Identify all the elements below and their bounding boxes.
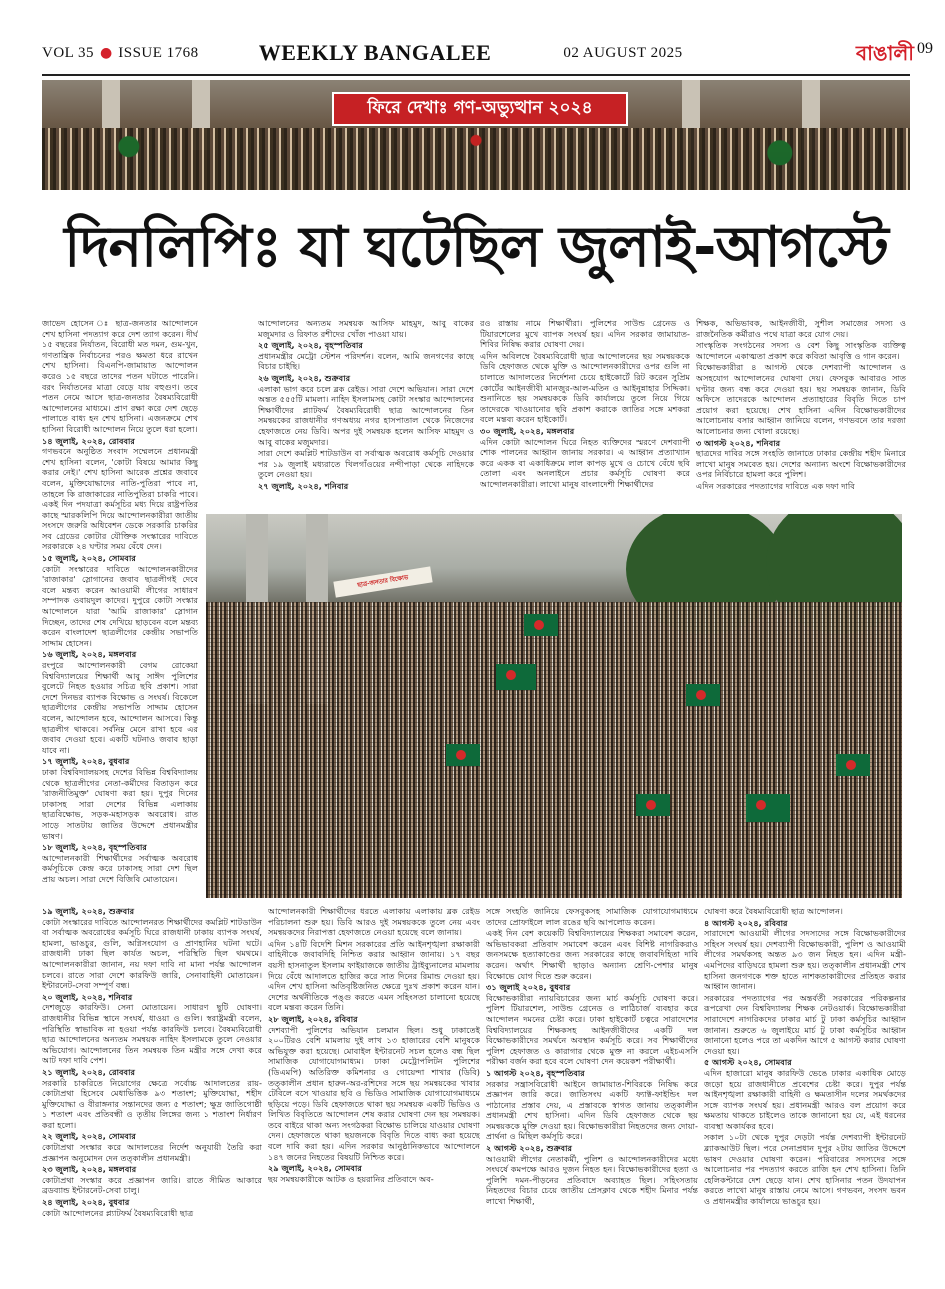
article-column-2 <box>258 318 474 512</box>
article-paragraph <box>42 906 262 991</box>
article-paragraph <box>42 992 262 1066</box>
date-heading: ২৯ জুলাই, ২০২৪, সোমবার <box>268 1163 362 1174</box>
paragraph-text: সারা দেশে কমপ্লিট শাটডাউন বা সর্বাত্মক অবরোধ কর্মসূচি দেওয়ার পর ১৯ জুলাই মধ্যরাতে খিলগাঁওয়ের নন্দীপাড়া থেকে নাহিদকে তুলে নেওয়া হয়। <box>258 448 474 480</box>
headline: দিনলিপিঃ যা ঘটেছিল জুলাই-আগস্টে <box>64 215 888 280</box>
bangladesh-flag-icon <box>686 684 720 706</box>
article-paragraph <box>258 318 474 339</box>
date-heading: ২৭ জুলাই, ২০২৪, শনিবার <box>258 480 349 491</box>
paragraph-text: কোটা আন্দোলনের প্ল্যাটফর্ম বৈষম্যবিরোধী ছাত্র <box>42 1207 194 1218</box>
article-paragraph <box>696 318 906 339</box>
paragraph-text: ঢাকা বিশ্ববিদ্যালয়সহ দেশের বিভিন্ন বিশ্ববিদ্যালয় থেকে ছাত্রলীগের নেতা-কর্মীদের বিতাড়ন করে 'রাজনীতিমুক্ত' ঘোষণা করা হয়। দুপুর দিনের ঢাকাসহ সারা দেশের বিভিন্ন এলাকায় ছাত্রবিক্ষোভ, সড়ক-মহাসড়ক অবরোধ। রাত সাড়ে সাতটায় জাতির উদ্দেশে প্রধানমন্ত্রীর ভাষণ। <box>42 766 198 841</box>
paragraph-text: এদিন অবিলম্বে বৈষম্যবিরোধী ছাত্র আন্দোলনের ছয় সমন্বয়ককে ডিবি হেফাজত থেকে মুক্তি ও আন্দোলনকারীদের ওপর গুলি না চালাতে আদালতের নির্দেশনা চেয়ে হাইকোর্টে রিট করেন সুপ্রিম কোর্টের আইনজীবী মানজুর-আল-মতিন ও আইনুন্নাহার সিদ্দিকা। শুনানিতে ছয় সমন্বয়ককে ডিবি কার্যালয়ে তুলে নিয়ে গিয়ে তাদেরকে খাওয়ানোর ছবি প্রকাশ করাকে জাতির সঙ্গে মশকরা বলে মন্তব্য করেন হাইকোর্ট। <box>480 350 690 425</box>
paragraph-text: কোটাপ্রথা সংস্কার করে প্রজ্ঞাপন জারি। রাতে সীমিত আকারে ব্রডব্যান্ড ইন্টারনেট-সেবা চালু। <box>42 1174 262 1196</box>
article-paragraph <box>704 918 906 992</box>
bangladesh-flag-icon <box>524 614 558 636</box>
article-paragraph <box>480 318 690 350</box>
article-paragraph <box>42 553 198 648</box>
paragraph-text: গণভবনে অনুষ্ঠিত সংবাদ সম্মেলনে প্রধানমন্ত্রী শেখ হাসিনা বলেন, 'কোটা বিষয়ে আমার কিছু করার নেই।' শেখ হাসিনা আরেক প্রশ্নের জবাবে বলেন, মুক্তিযোদ্ধাদের নাতি-পুতিরা পাবে না, তাহলে কি রাজাকারের নাতিপুতিরা চাকরি পাবে। একই দিন পদযাত্রা কর্মসূচির মধ্য দিয়ে রাষ্ট্রপতির কাছে স্মারকলিপি দিয়ে আন্দোলনকারীরা জাতীয় সংসদে জরুরি অধিবেশন ডেকে সরকারি চাকরির সব গ্রেডের কোটার যৌক্তিক সংস্কারের দাবিতে সরকারকে ২৪ ঘণ্টার সময় বেঁধে দেন। <box>42 446 198 552</box>
date-heading: ২৫ জুলাই, ২০২৪, বৃহস্পতিবার <box>258 340 363 351</box>
article-paragraph <box>258 448 474 480</box>
date-heading: ১৪ জুলাই, ২০২৪, রোববার <box>42 435 135 446</box>
article-paragraph <box>696 362 906 436</box>
hero-photo <box>42 80 910 190</box>
paragraph-text: সরকারি চাকরিতে নিয়োগের ক্ষেত্রে সর্বোচ্চ আদালতের রায়-কোটাপ্রথা হিসেবে মেধাভিত্তিক ৯৩ শতাংশ; মুক্তিযোদ্ধা, শহীদ মুক্তিযোদ্ধা ও বীরাঙ্গনার সন্তানদের জন্য ৫ শতাংশ; ক্ষুদ্র জাতিগোষ্ঠী ১ শতাংশ এবং প্রতিবন্ধী ও তৃতীয় লিঙ্গের জন্য ১ শতাংশ নির্ধারণ করা হলো। <box>42 1077 262 1130</box>
paragraph-text: এদিন ১৪টি বিদেশি মিশন সরকারের প্রতি আইনশৃঙ্খলা রক্ষাকারী বাহিনীকে জবাবদিহি নিশ্চিত করার আহ্বান জানায়। ১৭ বছর বয়সী হাসনাতুল ইসলাম ফাইয়াজকে জাতীয় ট্রাইব্যুনালের মামলায় দিয়ে বেঁধে আদালতে হাজির করে সাত দিনের রিমান্ড দেওয়া হয়। এদিন শেখ হাসিনা অতিবৃষ্টিজনিত ক্ষেত্রে দুঃখ প্রকাশ করেন যান। দেশের অর্থনীতিকে পঙ্গু করতে এমন সহিংসতা চালানো হয়েছে বলে মন্তব্য করেন তিনি। <box>268 938 480 1013</box>
paragraph-text: রংপুরে আন্দোলনকারী বেগম রোকেয়া বিশ্ববিদ্যালয়ের শিক্ষার্থী আবু সাঈদ পুলিশের বুলেটে নিহত হওয়ার সচিত্র ছবি প্রকাশ। সারা দেশে দিনভর ব্যাপক বিক্ষোভ ও সংঘর্ষ। বিকেলে ছাত্রলীগের কেন্দ্রীয় সভাপতি সাদ্দাম হোসেন বলেন, আন্দোলন হবে, আন্দোলন আসবে। কিন্তু ছাত্রলীগ থাকবে। সর্বনিম্ন মেনে রাখা হবে এর জবাব দেওয়া হবে। একটি ঘটনাও জবাব ছাড়া যাবে না। <box>42 660 198 755</box>
paragraph-text: দেশজুড়ে কারফিউ। সেনা মোতায়েন। সাধারণ ছুটি ঘোষণা। রাজধানীর বিভিন্ন স্থানে সংঘর্ষ, ধাওয়া ও গুলি। স্বরাষ্ট্রমন্ত্রী বলেন, পরিস্থিতি স্বাভাবিক না হওয়া পর্যন্ত কারফিউ চলবে। বৈষম্যবিরোধী ছাত্র আন্দোলনের অন্যতম সমন্বয়ক নাহিদ ইসলামকে তুলে নেওয়ার অভিযোগ। আন্দোলনের তিন সমন্বয়ক তিন মন্ত্রীর সঙ্গে দেখা করে আট দফা দাবি পেশ। <box>42 1002 262 1066</box>
date-heading: ১ আগস্ট ২০২৪, বৃহস্পতিবার <box>486 1067 585 1078</box>
paragraph-text: আন্দোলনকারী শিক্ষার্থীদের ধরতে এলাকায় এলাকায় ব্লক রেইড পরিচালনা শুরু হয়। ডিবি আরও দুই সমন্বয়ককে তুলে নেয় এবং সমন্বয়কদের নিরাপত্তা হেফাজতে নেওয়া হয়েছে বলে জানায়। <box>268 906 480 938</box>
article-paragraph <box>42 436 198 553</box>
crowd-shading <box>206 602 902 898</box>
bangladesh-flag-icon <box>636 794 670 816</box>
date-heading: ৩ আগস্ট ২০২৪, শনিবার <box>696 437 781 448</box>
paragraph-text: কোটা সংস্কারের দাবিতে আন্দোলনকারীদের 'রাজাকার' স্লোগানের জবাব ছাত্রলীগই দেবে বলে মন্তব্য করেন আওয়ামী লীগের সাধারণ সম্পাদক ওবায়দুল কাদের। দুপুরে কোটা সংস্কার আন্দোলনে যারা 'আমি রাজাকার' স্লোগান দিচ্ছেন, তাদের শেষ দেখিয়ে ছাড়বেন বলে মন্তব্য করেন বাংলাদেশ ছাত্রলীগের কেন্দ্রীয় সভাপতি সাদ্দাম হোসেন। <box>42 563 198 648</box>
date-heading: ২০ জুলাই, ২০২৪, শনিবার <box>42 991 133 1002</box>
article-paragraph <box>268 939 480 1013</box>
paragraph-text: এলাকা ভাগ করে চলে ব্লক রেইড। সারা দেশে অভিযান। সারা দেশে অন্তত ৫৫৫টি মামলা। নাহিদ ইসলামসহ কোটা সংস্কার আন্দোলনের শিক্ষার্থীদের প্ল্যাটফর্ম বৈষম্যবিরোধী ছাত্র আন্দোলনের তিন সমন্বয়কের রাজধানীর গণঅধ্যয় নগর হাসপাতাল থেকে নিজেদের হেফাজতে নেয় ডিবি। অপর দুই সমন্বয়ক হলেন আসিফ মাহমুদ ও আবু বাকের মজুমদার। <box>258 383 474 447</box>
article-paragraph <box>42 1067 262 1131</box>
paragraph-text: একই দিন বেশ কয়েকটি বিশ্ববিদ্যালয়ের শিক্ষকরা সমাবেশ করেন, অভিভাবকরা প্রতিবাদ সমাবেশ করেন এবং বিশিষ্ট নাগরিকরাও জনসমক্ষে হত্যাকাণ্ডের জন্য সরকারের কাছে জবাবদিহিতা দাবি করেন। অর্থাৎ শিক্ষার্থী ছাড়াও অন্যান্য শ্রেণি-পেশার মানুষ বিক্ষোভে যোগ দিতে শুরু করেন। <box>486 928 698 981</box>
paragraph-text: জাভেদ হোসেন ঃ ছাত্র-জনতার আন্দোলনে শেখ হাসিনা পদত্যাগ করে দেশ ত্যাগ করেন। দীর্ঘ ১৫ বছরের নির্যাতন, বিরোধী মত দমন, গুম-খুন, গণতান্ত্রিক নির্বাচনের পরও ক্ষমতা ধরে রাখেন শেখ হাসিনা। বিএনপি-জামায়াত আন্দোলন করেও ১৫ বছরে তাদের পতন ঘটাতে পারেনি। বরং নির্যাতনের মাত্রা বেড়ে যায় বহুগুণ। তবে পতন নেমে আসে ছাত্র-জনতার বৈষম্যবিরোধী আন্দোলনের মাধ্যমে। প্রাণ রক্ষা করে দেশ ছেড়ে পালাতে বাধ্য হন শেখ হাসিনা। এজনক্রমে শেখ হাসিনা বিরোধী আন্দোলন নিয়ে তুলে ধরা হলো। <box>42 318 198 434</box>
issue-label: ISSUE 1768 <box>118 44 199 61</box>
paragraph-text: শিক্ষক, অভিভাবক, আইনজীবী, সুশীল সমাজের সদস্য ও রাজনৈতিক কর্মীরাও পথে যাত্রা করে যোগ দেয়। <box>696 318 906 339</box>
date-heading: ১৫ জুলাই, ২০২৪, সোমবার <box>42 553 136 564</box>
date-heading: ২ আগস্ট ২০২৪, শুক্রবার <box>486 1143 572 1154</box>
article-paragraph <box>704 993 906 1057</box>
paragraph-text: সারাদেশে আওয়ামী লীগের সদস্যদের সঙ্গে বিক্ষোভকারীদের সহিংস সংঘর্ষ হয়। দেশব্যাপী বিক্ষোভকারী, পুলিশ ও আওয়ামী লীগের সমর্থকসহ অন্তত ৯৩ জন নিহত হন। এদিন মন্ত্রী-এমপিদের বাড়িঘরে হামলা শুরু হয়। তত্কালীন প্রধানমন্ত্রী শেখ হাসিনা জনগণকে শক্ত হাতে নাশকতাকারীদের প্রতিহত করার আহ্বান জানান। <box>704 928 906 992</box>
article-paragraph <box>42 1164 262 1196</box>
masthead <box>42 34 915 72</box>
paragraph-text: সরকারের পদত্যাগের পর অন্তর্বর্তী সরকারের পরিকল্পনার রূপরেখা দেন বিশ্ববিদ্যালয় শিক্ষক নেটওয়ার্ক। বিক্ষোভকারীরা সারাদেশে নাগরিকদের ঢাকার মার্চ টু ঢাকা কর্মসূচির আহ্বান জানান। শুরুতে ৬ জুলাইয়ে মার্চ টু ঢাকা কর্মসূচির আহ্বান জানানো হলেও পরে তা একদিন আগে ৫ আগস্ট করার ঘোষণা দেওয়া হয়। <box>704 992 906 1056</box>
paragraph-text: বিক্ষোভকারীরা ৪ আগস্ট থেকে দেশব্যাপী আন্দোলন ও অসহযোগ আন্দোলনের ঘোষণা দেয়। ফেসবুক আবারও সাত ঘণ্টার জন্য বন্ধ করে দেওয়া হয়। ছয় সমন্বয়ক জানান, ডিবি অফিসে তাদেরকে আন্দোলন প্রত্যাহারের বিবৃতি দিতে চাপ প্রয়োগ করা হয়েছে। শেখ হাসিনা এদিন বিক্ষোভকারীদের আলোচনায় বসার আহ্বান জানিয়ে বলেন, গণভবনে তার দরজা আলোচনার জন্য খোলা রয়েছে। <box>696 362 906 436</box>
date-heading: ৩০ জুলাই, ২০২৪, মঙ্গলবার <box>480 425 575 436</box>
article-column-1 <box>42 318 198 902</box>
paragraph-text: সরকার সন্ত্রাসবিরোধী আইনে জামায়াত-শিবিরকে নিষিদ্ধ করে প্রজ্ঞাপন জারি করে। জাতিসংঘ একটি ফ্যাক্ট-ফাইন্ডিং দল পাঠানোর প্রস্তাব দেয়, এ প্রস্তাবকে স্বাগত জানায় তত্কালীন প্রধানমন্ত্রী শেখ হাসিনা। এদিন ডিবি হেফাজত থেকে ছয় সমন্বয়ককে মুক্তি দেওয়া হয়। বিক্ষোভকারীরা নিহতদের জন্য দোয়া-প্রার্থনা ও মিছিল কর্মসূচি করে। <box>486 1078 698 1142</box>
article-paragraph <box>42 318 198 435</box>
paragraph-text: প্রধানমন্ত্রীর মেট্রো স্টেশন পরিদর্শন। বলেন, আমি জনগণের কাছে বিচার চাইছি। <box>258 350 474 372</box>
article-paragraph <box>480 351 690 425</box>
hero-crowd <box>42 128 910 190</box>
article-paragraph <box>268 1014 480 1162</box>
protest-banner: ছাত্র-জনতার বিক্ষোভ <box>333 566 432 597</box>
bangladesh-flag-icon <box>746 794 790 822</box>
article-paragraph <box>486 1143 698 1207</box>
article-paragraph <box>258 373 474 447</box>
date-heading: ২২ জুলাই, ২০২৪, সোমবার <box>42 1131 136 1142</box>
paragraph-text: এদিন হাজারো মানুষ কারফিউ ভেঙে ঢাকার একাধিক মোড়ে জড়ো হয়ে রাজধানীতে প্রবেশের চেষ্টা করে। দুপুর পর্যন্ত আইনশৃঙ্খলা রক্ষাকারী বাহিনী ও ক্ষমতাসীন দলের সমর্থকদের সঙ্গে ব্যাপক সংঘর্ষ হয়। প্রধানমন্ত্রী আরও বল প্রয়োগ করে ক্ষমতায় থাকতে চাইলেও তাকে জানানো হয় যে, এই ধরনের ব্যবস্থা অকার্যকর হবে। <box>704 1067 906 1131</box>
paragraph-text: আন্দোলনকারী শিক্ষার্থীদের সর্বাত্মক অবরোধ কর্মসূচিকে কেন্দ্র করে ঢাকাসহ সারা দেশ ছিল প্রায় অচল। সারা দেশে বিজিবি মোতায়েন। <box>42 852 198 884</box>
paragraph-text: আন্দোলনের অন্যতম সমন্বয়ক আসিফ মাহমুদ, আবু বাকের মজুমদার ও রিফাত রশীদের খোঁজ পাওয়া যায়। <box>258 318 474 339</box>
date-heading: ৩১ জুলাই ২০২৪, বুধবার <box>486 982 571 993</box>
article-paragraph <box>704 1132 906 1206</box>
article-paragraph <box>486 928 698 981</box>
article-paragraph <box>268 906 480 938</box>
date-heading: ১৭ জুলাই, ২০২৪, বুধবার <box>42 756 130 767</box>
paragraph-text: কোটা সংস্কারের দাবিতে আন্দোলনরত শিক্ষার্থীদের কমপ্লিট শাটডাউন বা সর্বাত্মক অবরোধের কর্মসূচি ঘিরে রাজধানী ঢাকায় ব্যাপক সংঘর্ষ, হামলা, ভাঙচুর, গুলি, অগ্নিসংযোগ ও প্রাণহানির ঘটনা ঘটে। রাজধানী ঢাকা ছিল কার্যত অচল, পরিস্থিতি ছিল থমথমে। আন্দোলনকারীরা জানান, নয় দফা দাবি না মানা পর্যন্ত আন্দোলন চলবে। রাতে সারা দেশে কারফিউ জারি, সেনাবাহিনী মোতায়েন। ইন্টারনেট-সেবা সম্পূর্ণ বন্ধ। <box>42 916 262 991</box>
protest-march-photo <box>206 514 902 898</box>
page-number: 09 <box>917 40 933 57</box>
article-paragraph <box>696 438 906 480</box>
newspaper-title: WEEKLY BANGALEE <box>258 40 492 65</box>
article-column-2-lower <box>268 906 480 1282</box>
article-paragraph <box>704 906 906 917</box>
article-column-3-lower <box>486 906 698 1282</box>
article-paragraph <box>258 481 474 492</box>
article-paragraph <box>42 842 198 884</box>
paragraph-text: এদিন কোটা আন্দোলন ঘিরে নিহত ব্যক্তিদের স্মরণে দেশব্যাপী শোক পালনের আহ্বান জানায় সরকার। এ আহ্বান প্রত্যাখ্যান করে একক বা একাধিক্রমে লাল কাপড় মুখে ও চোখে বেঁধে ছবি তোলা এবং অনলাইনে প্রচার কর্মসূচি ঘোষণা করে আন্দোলনকারীরা। লাখো মানুষ বাংলাদেশী শিক্ষার্থীদের <box>480 436 690 489</box>
article-paragraph <box>480 426 690 490</box>
issue-date: 02 AUGUST 2025 <box>563 44 683 61</box>
paragraph-text: ছাত্রদের দাবির সঙ্গে সংহতি জানাতে ঢাকার কেন্দ্রীয় শহীদ মিনারে লাখো মানুষ সমবেত হয়। দেশের অন্যান্য অংশে বিক্ষোভকারীদের ওপর নির্বিচারে হামলা করে পুলিশ। <box>696 448 906 480</box>
article-column-1-lower <box>42 906 262 1282</box>
article-paragraph <box>704 1057 906 1131</box>
article-paragraph <box>486 1068 698 1142</box>
article-paragraph <box>268 1163 480 1184</box>
paragraph-text: বিক্ষোভকারীরা ন্যায়বিচারের জন্য মার্চ কর্মসূচি ঘোষণা করে। পুলিশ টিয়ারশেল, সাউন্ড গ্রেনেড ও লাঠিচার্জ ব্যবহার করে আন্দোলন দমনের চেষ্টা করে। ঢাকা হাইকোর্ট চত্বরে সারাদেশের বিশ্ববিদ্যালয়ের শিক্ষকসহ আইনজীবীদের একটি দল বিক্ষোভকারীদের সমর্থনে অবস্থান কর্মসূচি করে। সব শিক্ষার্থীদের পুলিশ হেফাজত ও কারাগার থেকে মুক্ত না করলে এইচএসসি পরীক্ষা বর্জন করা হবে বলে ঘোষণা দেন কয়েকশ পরীক্ষার্থী। <box>486 992 698 1067</box>
separator-dot-icon: ● <box>100 45 113 61</box>
article-paragraph <box>42 1131 262 1163</box>
bangladesh-flag-icon <box>446 744 480 766</box>
volume-label: VOL 35 <box>42 44 95 61</box>
article-paragraph <box>696 481 906 492</box>
article-paragraph <box>42 649 198 755</box>
paragraph-text: সঙ্গে সংহতি জানিয়ে ফেসবুকসহ সামাজিক যোগাযোগমাধ্যমে তাদের প্রোফাইলে লাল রঙের ছবি আপলোড করেন। <box>486 906 698 927</box>
date-heading: ৪ আগস্ট ২০২৪, রবিবার <box>704 917 788 928</box>
bangladesh-flag-icon <box>836 754 870 776</box>
date-heading: ২৮ জুলাই, ২০২৪, রবিবার <box>268 1013 358 1024</box>
date-heading: ২৪ জুলাই, ২০২৪, বুধবার <box>42 1197 130 1208</box>
date-heading: ১৮ জুলাই, ২০২৪, বৃহস্পতিবার <box>42 842 147 853</box>
header-rule <box>42 74 910 76</box>
article-paragraph <box>696 340 906 361</box>
paragraph-text: সাংস্কৃতিক সংগঠনের সদস্য ও বেশ কিছু সাংস্কৃতিক ব্যক্তিত্ব আন্দোলনে একাত্মতা প্রকাশ করে কবিতা আবৃত্তি ও গান করেন। <box>696 340 906 361</box>
article-paragraph <box>42 756 198 841</box>
bangladesh-flag-icon <box>496 664 536 690</box>
newspaper-logo: বাঙালী <box>856 41 915 65</box>
article-column-3 <box>480 318 690 512</box>
paragraph-text: কোটাপ্রথা সংস্কার করে আদালতের নির্দেশ অনুযায়ী তৈরি করা প্রজ্ঞাপন অনুমোদন দেন তত্কালীন প্রধানমন্ত্রী। <box>42 1142 262 1163</box>
hero-section-banner: ফিরে দেখাঃ গণ-অভ্যুত্থান ২০২৪ <box>332 92 628 126</box>
paragraph-text: ছয় সমন্বয়কারীকে আটক ও হয়রানির প্রতিবাদে অব- <box>268 1173 434 1184</box>
date-heading: ৫ আগস্ট ২০২৪, সোমবার <box>704 1057 792 1068</box>
paragraph-text: ঘোষণা করে বৈষম্যবিরোধী ছাত্র আন্দোলন। <box>704 906 843 916</box>
date-heading: ২১ জুলাই, ২০২৪, রোববার <box>42 1066 135 1077</box>
date-heading: ১৬ জুলাই, ২০২৪, মঙ্গলবার <box>42 649 137 660</box>
paragraph-text: দেশব্যাপী পুলিশের অভিযান চলমান ছিল। শুধু ঢাকাতেই ২০০টিরও বেশি মামলায় দুই লাখ ১৩ হাজারের বেশি মানুষকে অভিযুক্ত করা হয়েছে। মোবাইল ইন্টারনেট সচল হলেও বন্ধ ছিল সামাজিক যোগাযোগমাধ্যম। ঢাকা মেট্রোপলিটন পুলিশের (ডিএমপি) অতিরিক্ত কমিশনার ও গোয়েন্দা শাখার (ডিবি) তত্কালীন প্রধান হারুন-অর-রশিদের সঙ্গে ছয় সমন্বয়কের খাবার টেবিলে বসে খাওয়ার ছবি ও ভিডিও সামাজিক যোগাযোগমাধ্যমে ছড়িয়ে পড়ে। ডিবি হেফাজতে থাকা ছয় সমন্বয়ক একটি ভিডিও ও লিখিত বিবৃতিতে আন্দোলন শেষ করার ঘোষণা দেন ছয় সমন্বয়ক। তবে বাইরে থাকা অন্য সংগঠকরা বিক্ষোভ চালিয়ে যাওয়ার ঘোষণা দেন। হেফাজতে থাকা ছয়জনকে বিবৃতি দিতে বাধ্য করা হয়েছে বলে দাবি করা হয়। এদিন সরকার আনুষ্ঠানিকভাবে আন্দোলনে ১৪৭ জনের নিহতের বিষয়টি নিশ্চিত করে। <box>268 1024 480 1162</box>
date-heading: ২৩ জুলাই, ২০২৪, মঙ্গলবার <box>42 1164 137 1175</box>
article-column-4-lower <box>704 906 906 1282</box>
paragraph-text: আওয়ামী লীগের নেতাকর্মী, পুলিশ ও আন্দোলনকারীদের মধ্যে সংঘর্ষে কমপক্ষে আরও দুজন নিহত হন। বিক্ষোভকারীদের হত্যা ও পুলিশি দমন-পীড়নের প্রতিবাদে অব্যাহত ছিল। সহিংসতায় নিহতদের বিচার চেয়ে জাতীয় প্রেসক্লাব থেকে শহীদ মিনার পর্যন্ত লাখো শিক্ষার্থী, <box>486 1153 698 1207</box>
date-heading: ১৯ জুলাই, ২০২৪, শুক্রবার <box>42 906 135 916</box>
date-heading: ২৬ জুলাই, ২০২৪, শুক্রবার <box>258 372 351 383</box>
paragraph-text: সকাল ১০টা থেকে দুপুর দেড়টা পর্যন্ত দেশব্যাপী ইন্টারনেট ব্ল্যাকআউট ছিল। পরে সেনাপ্রধান দুপুর ২টায় জাতির উদ্দেশে ভাষণ দেওয়ার ঘোষণা করেন। পরিবারের সদস্যদের সঙ্গে আলোচনার পর পদত্যাগ করতে রাজি হন শেখ হাসিনা। তিনি হেলিকপ্টারে দেশ ছেড়ে যান। শেখ হাসিনার পতন উদযাপন করতে লাখো মানুষ রাস্তায় নেমে আসে। গণভবন, সংসদ ভবন ও প্রধানমন্ত্রীর কার্যালয়ে ভাঙচুর হয়। <box>704 1132 906 1207</box>
article-paragraph <box>258 340 474 372</box>
paragraph-text: এদিন সরকারের পদত্যাগের দাবিতে এক দফা দাবি <box>696 480 855 491</box>
article-paragraph <box>42 1197 262 1218</box>
paragraph-text: রও রাস্তায় নামে শিক্ষার্থীরা। পুলিশের সাউন্ড গ্রেনেড ও টিয়ারশেলের মুখে ব্যাপক সংঘর্ষ হয়। এদিন সরকার জামায়াত-শিবির নিষিদ্ধ করার ঘোষণা দেয়। <box>480 318 690 350</box>
article-column-4 <box>696 318 906 512</box>
article-paragraph <box>486 906 698 927</box>
article-paragraph <box>486 982 698 1067</box>
